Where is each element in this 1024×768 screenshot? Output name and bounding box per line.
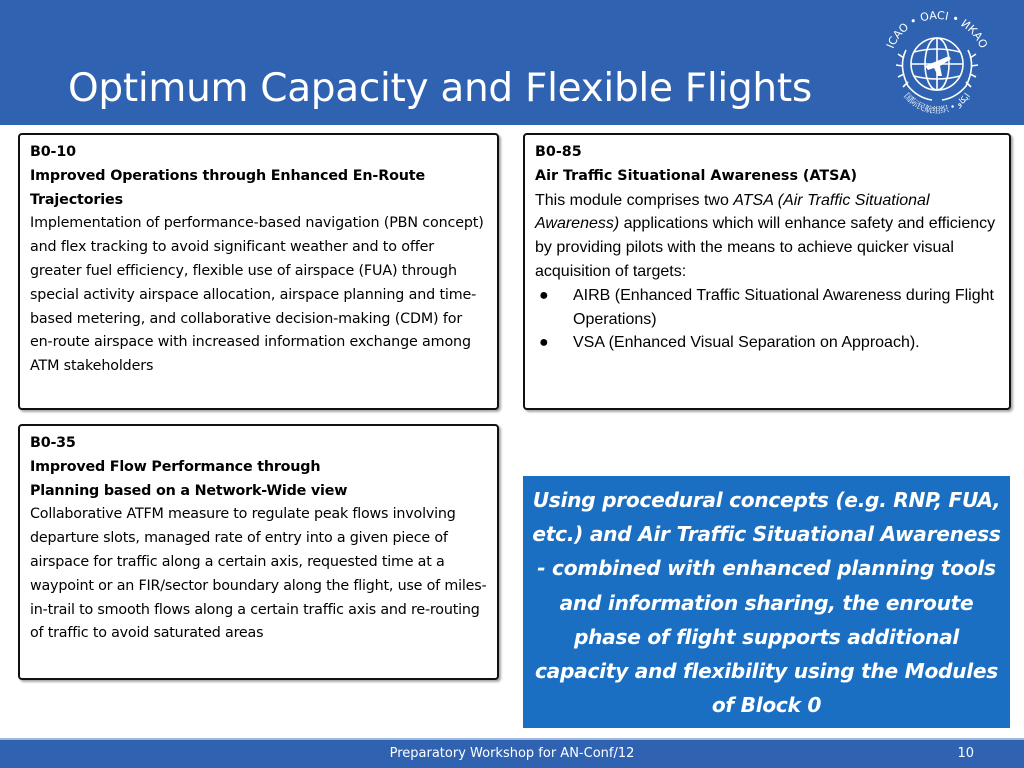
module-box-b0-85 (523, 133, 1011, 410)
slide-title: Optimum Capacity and Flexible Flights (68, 66, 812, 111)
slide-header-bar (0, 0, 1024, 125)
module-bullet-list (535, 284, 999, 355)
module-description (535, 189, 999, 284)
logo-text-bottom: 国际民航组织 • ايكاو (901, 91, 973, 117)
bullet-icon: ● (539, 334, 549, 352)
module-code: B0-10 (30, 144, 76, 160)
bullet-text: VSA (Enhanced Visual Separation on Approach). (573, 334, 920, 352)
module-description: Implementation of performance-based navigation (PBN concept) and flex tracking to avoid significant weather and to offer greater fuel efficiency, flexible use of airspace (FUA) through special activity airspace allocation, airspace planning and time-based metering, and collaborative decision-making (CDM) for en-route airspace with increased information exchange among ATM stakeholders (30, 215, 484, 375)
module-code: B0-35 (30, 435, 76, 451)
bullet-text: AIRB (Enhanced Traffic Situational Awareness during Flight Operations) (573, 286, 994, 328)
description-italic-text: ATSA (Air Traffic Situational Awareness) (535, 191, 930, 233)
slide-footer (0, 738, 1024, 768)
module-code: B0-85 (535, 144, 582, 160)
description-text: This module comprises two (535, 191, 734, 209)
footer-text: Preparatory Workshop for AN-Conf/12 (389, 746, 635, 761)
bullet-item (535, 284, 999, 332)
logo-text-top: ICAO • OACI • ИКАО (883, 8, 991, 51)
icao-emblem-icon (876, 6, 998, 122)
module-title: Air Traffic Situational Awareness (ATSA) (535, 167, 858, 184)
module-title: Improved Operations through Enhanced En-Route Trajectories (30, 167, 426, 208)
module-box-b0-10 (18, 133, 499, 410)
svg-text:国际民航组织 • ايكاو (901, 91, 972, 116)
description-text: applications which will enhance safety and efficiency by providing pilots with the means to achieve quicker visual acquisition of targets: (535, 215, 996, 280)
page-number: 10 (957, 746, 974, 761)
bullet-item (535, 331, 999, 355)
module-title: Improved Flow Performance through Planning based on a Network-Wide view (30, 458, 348, 499)
bullet-icon: ● (539, 286, 549, 304)
module-description: Collaborative ATFM measure to regulate peak flows involving departure slots, managed rate of entry into a given piece of airspace for traffic along a certain axis, requested time at a waypoint or an FIR/sector boundary along the flight, use of miles-in-trail to smooth flows along a certain traffic axis and re-routing of traffic to avoid saturated areas (30, 506, 487, 642)
module-box-b0-35 (18, 424, 499, 680)
summary-callout: Using procedural concepts (e.g. RNP, FUA, etc.) and Air Traffic Situational Awareness - combined with enhanced planning tools and information sharing, the enroute phase of flight supports additional capacity and flexibility using the Modules of Block 0 (523, 476, 1010, 728)
